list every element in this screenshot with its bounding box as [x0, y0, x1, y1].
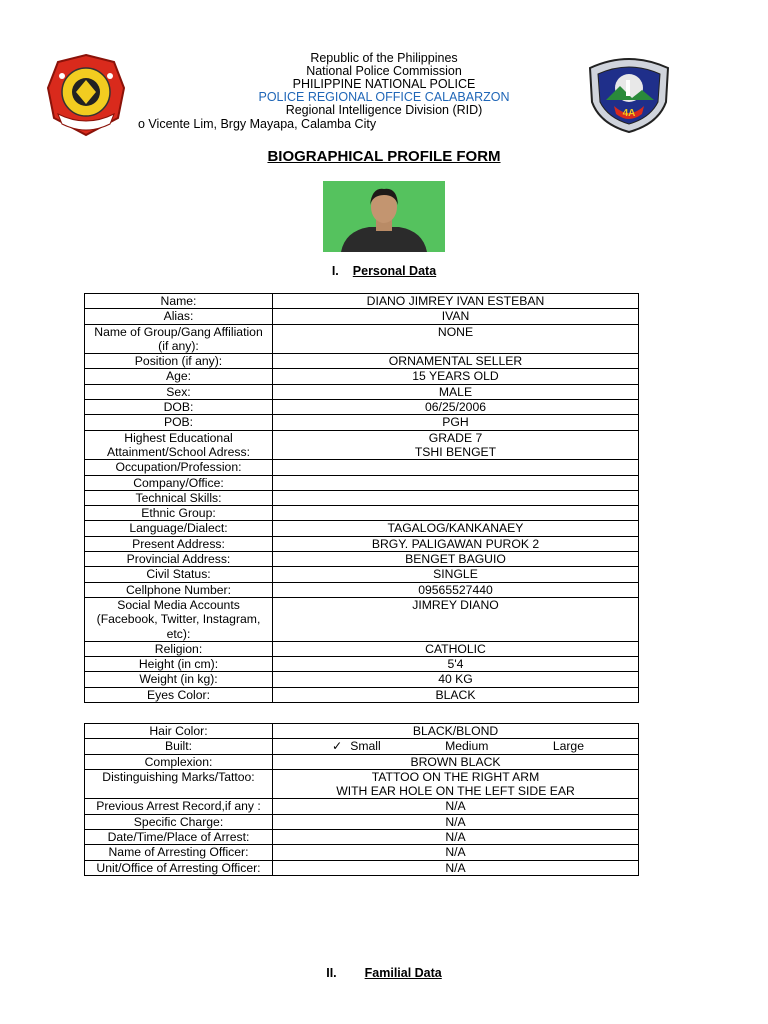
field-label: Cellphone Number:	[85, 582, 273, 597]
field-value: SINGLE	[273, 567, 639, 582]
table-row	[85, 724, 639, 739]
field-label: Distinguishing Marks/Tattoo:	[85, 769, 273, 799]
field-value: ORNAMENTAL SELLER	[273, 354, 639, 369]
table-row	[85, 799, 639, 814]
section-personal-data	[0, 264, 768, 278]
table-row	[85, 582, 639, 597]
field-label: DOB:	[85, 400, 273, 415]
field-label: Ethnic Group:	[85, 506, 273, 521]
field-value: BLACK	[273, 687, 639, 702]
table-row	[85, 552, 639, 567]
table-row	[85, 860, 639, 875]
field-label: Provincial Address:	[85, 552, 273, 567]
field-label: Name of Group/Gang Affiliation (if any):	[85, 324, 273, 354]
section-label: Familial Data	[364, 966, 442, 980]
field-label: Religion:	[85, 641, 273, 656]
table-row	[85, 369, 639, 384]
table-row	[85, 739, 639, 754]
table-row	[85, 641, 639, 656]
personal-data-table	[84, 293, 639, 703]
field-label: Specific Charge:	[85, 814, 273, 829]
table-row	[85, 657, 639, 672]
form-title: BIOGRAPHICAL PROFILE FORM	[267, 148, 501, 165]
field-value: BENGET BAGUIO	[273, 552, 639, 567]
field-value: DIANO JIMREY IVAN ESTEBAN	[273, 294, 639, 309]
header-line-3: PHILIPPINE NATIONAL POLICE	[292, 77, 476, 91]
subject-photo	[323, 181, 445, 252]
field-value: 15 YEARS OLD	[273, 369, 639, 384]
field-value: BROWN BLACK	[273, 754, 639, 769]
table-row	[85, 672, 639, 687]
field-value: N/A	[273, 860, 639, 875]
field-label: Age:	[85, 369, 273, 384]
table-row	[85, 845, 639, 860]
field-label: Name:	[85, 294, 273, 309]
field-label: Built:	[85, 739, 273, 754]
field-value: N/A	[273, 845, 639, 860]
field-value: TATTOO ON THE RIGHT ARM WITH EAR HOLE ON THE LEFT SIDE EAR	[273, 769, 639, 799]
patch-badge-text: 4A	[622, 108, 636, 119]
field-label: Technical Skills:	[85, 490, 273, 505]
field-value: JIMREY DIANO	[273, 597, 639, 641]
header-line-5: Regional Intelligence Division (RID)	[285, 103, 483, 117]
section-number: I.	[331, 264, 339, 278]
built-option-large[interactable]: Large	[552, 739, 584, 754]
field-label: Alias:	[85, 309, 273, 324]
built-option-medium[interactable]: Medium	[445, 739, 489, 754]
built-options	[273, 739, 639, 754]
field-label: POB:	[85, 415, 273, 430]
field-label: Highest Educational Attainment/School Adress:	[85, 430, 273, 460]
field-value: TAGALOG/KANKANAEY	[273, 521, 639, 536]
table-row	[85, 294, 639, 309]
field-value: 40 KG	[273, 672, 639, 687]
field-value: GRADE 7 TSHI BENGET	[273, 430, 639, 460]
table-row	[85, 324, 639, 354]
table-row	[85, 460, 639, 475]
field-value: 5'4	[273, 657, 639, 672]
table-row	[85, 769, 639, 799]
field-label: Previous Arrest Record,if any :	[85, 799, 273, 814]
checkmark-icon: ✓	[332, 739, 343, 754]
field-label: Unit/Office of Arresting Officer:	[85, 860, 273, 875]
physical-data-table	[84, 723, 639, 876]
field-value: NONE	[273, 324, 639, 354]
section-number: II.	[326, 966, 337, 980]
field-label: Hair Color:	[85, 724, 273, 739]
table-row	[85, 536, 639, 551]
header-line-2: National Police Commission	[306, 64, 462, 78]
field-value: MALE	[273, 384, 639, 399]
field-value: 06/25/2006	[273, 400, 639, 415]
table-row	[85, 597, 639, 641]
field-value	[273, 475, 639, 490]
header-line-4: POLICE REGIONAL OFFICE CALABARZON	[258, 90, 510, 104]
table-row	[85, 521, 639, 536]
table-row	[85, 687, 639, 702]
table-row	[85, 475, 639, 490]
field-label: Language/Dialect:	[85, 521, 273, 536]
table-row	[85, 430, 639, 460]
table-row	[85, 415, 639, 430]
table-row	[85, 814, 639, 829]
field-label: Complexion:	[85, 754, 273, 769]
table-row	[85, 490, 639, 505]
table-row	[85, 354, 639, 369]
field-label: Company/Office:	[85, 475, 273, 490]
table-row	[85, 567, 639, 582]
field-value: 09565527440	[273, 582, 639, 597]
field-label: Position (if any):	[85, 354, 273, 369]
field-label: Weight (in kg):	[85, 672, 273, 687]
field-value: BRGY. PALIGAWAN PUROK 2	[273, 536, 639, 551]
header-address: o Vicente Lim, Brgy Mayapa, Calamba City	[138, 117, 377, 131]
field-value: PGH	[273, 415, 639, 430]
field-label: Occupation/Profession:	[85, 460, 273, 475]
section-label: Personal Data	[352, 264, 437, 278]
table-row	[85, 754, 639, 769]
field-label: Social Media Accounts (Facebook, Twitter, Instagram, etc):	[85, 597, 273, 641]
table-row	[85, 506, 639, 521]
field-value	[273, 506, 639, 521]
table-row	[85, 384, 639, 399]
field-label: Civil Status:	[85, 567, 273, 582]
field-value: N/A	[273, 814, 639, 829]
field-value	[273, 490, 639, 505]
field-value: N/A	[273, 830, 639, 845]
field-value: BLACK/BLOND	[273, 724, 639, 739]
header-line-1: Republic of the Philippines	[310, 51, 458, 65]
field-label: Name of Arresting Officer:	[85, 845, 273, 860]
field-value: CATHOLIC	[273, 641, 639, 656]
built-option-small[interactable]: ✓ Small	[332, 739, 381, 754]
field-label: Date/Time/Place of Arrest:	[85, 830, 273, 845]
section-familial-data	[0, 966, 768, 980]
field-value: IVAN	[273, 309, 639, 324]
letterhead	[0, 51, 768, 131]
table-row	[85, 400, 639, 415]
field-label: Height (in cm):	[85, 657, 273, 672]
table-row	[85, 309, 639, 324]
field-label: Present Address:	[85, 536, 273, 551]
field-label: Eyes Color:	[85, 687, 273, 702]
field-value	[273, 460, 639, 475]
field-value: N/A	[273, 799, 639, 814]
table-row	[85, 830, 639, 845]
field-label: Sex:	[85, 384, 273, 399]
